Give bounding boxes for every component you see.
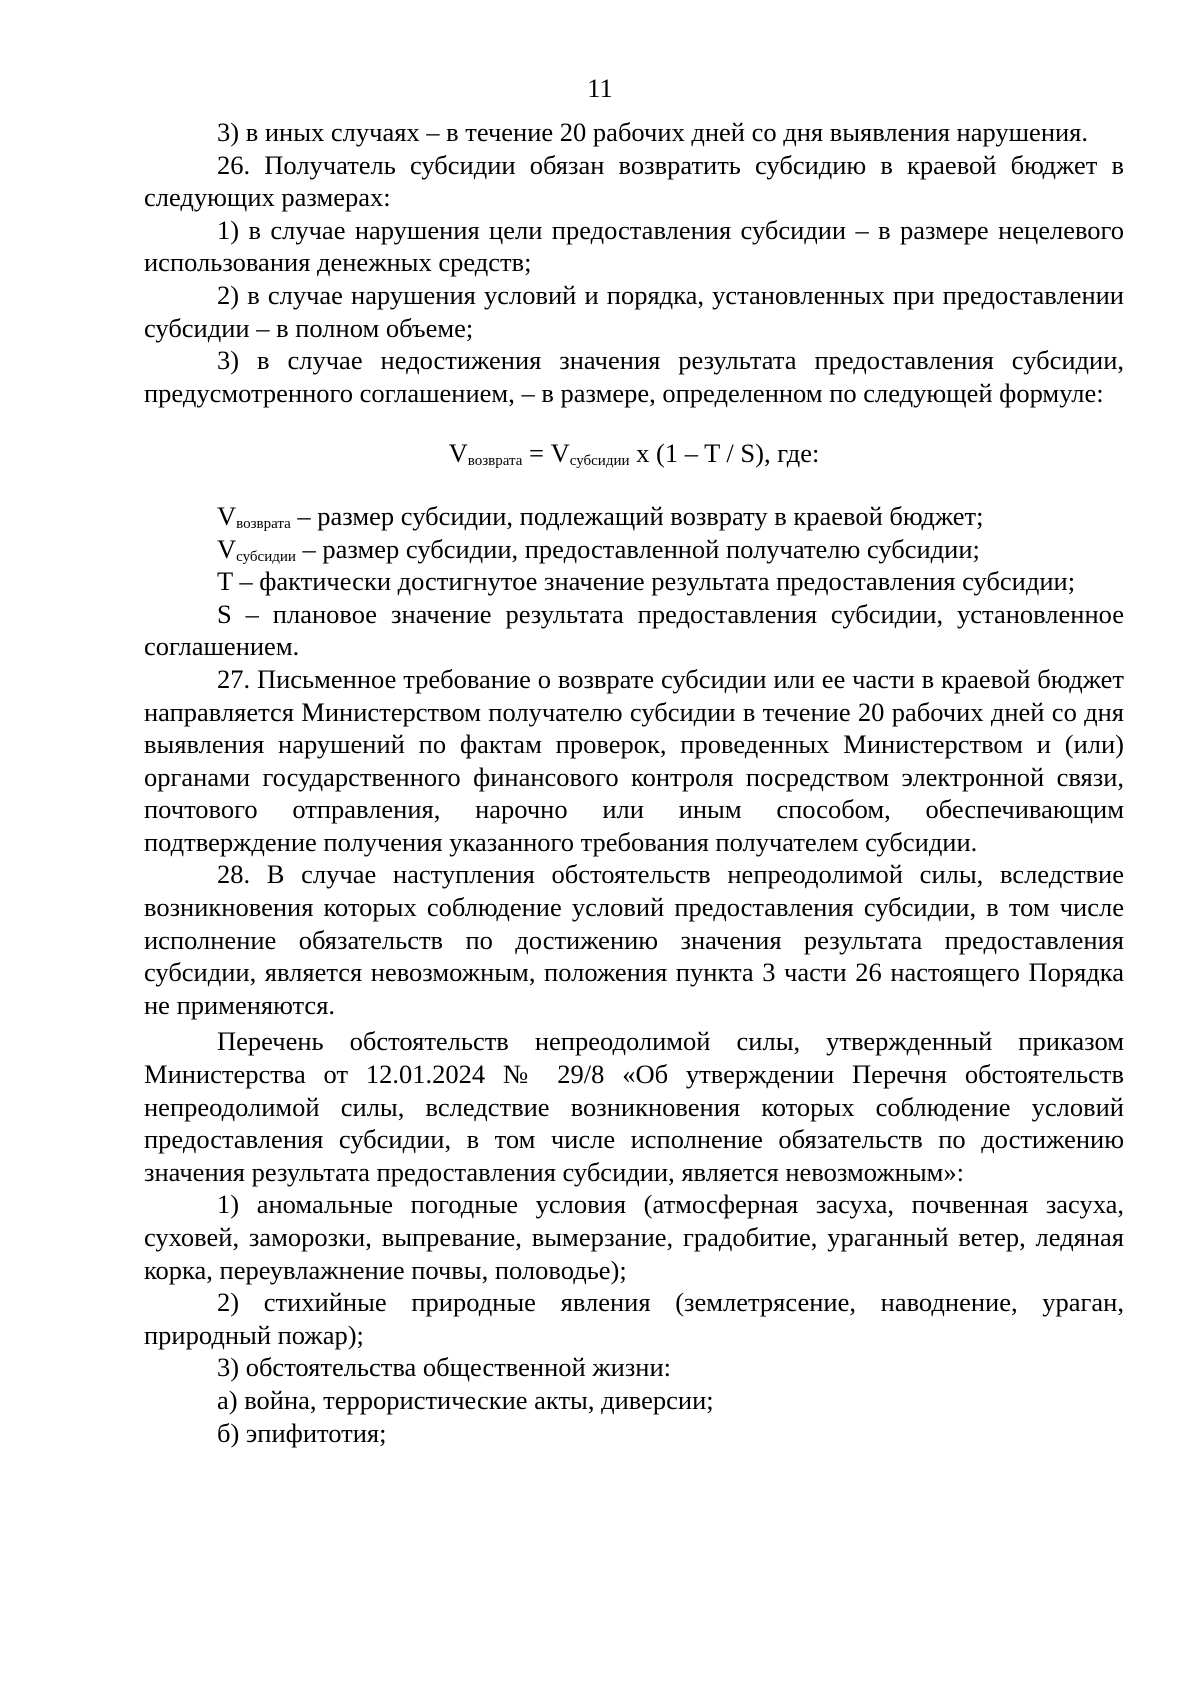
paragraph: 1) в случае нарушения цели предоставления субсидии – в размере нецелевого использования денежных средств; <box>144 214 1124 278</box>
formula-expression: x (1 – T / S), где: <box>636 438 820 469</box>
paragraph: Перечень обстоятельств непреодолимой силы, утвержденный приказом Министерства от 12.01.2024 № 29/8 «Об утверждении Перечня обстоятельств непреодолимой силы, вследствие возникновения которых соблюдение условий предоставления субсидии, в том числе исполнение обязательств по достижению значения результата предоставления субсидии, является невозможным»: <box>144 1026 1124 1187</box>
page-number: 11 <box>587 73 613 103</box>
formula-subscript-return: возврата <box>236 515 291 532</box>
formula-subscript-subsidy: субсидии <box>236 548 296 565</box>
document-body <box>144 116 1124 1449</box>
definition-v-subsidy <box>144 533 1124 566</box>
definition-t: T – фактически достигнутое значение результата предоставления субсидии; <box>217 566 1076 597</box>
formula-subscript-subsidy: субсидии <box>569 453 630 470</box>
paragraph: 2) в случае нарушения условий и порядка, установленных при предоставлении субсидии – в полном объеме; <box>144 279 1124 343</box>
definition-text: – размер субсидии, подлежащий возврату в краевой бюджет; <box>297 500 984 531</box>
list-item: 2) стихийные природные явления (землетрясение, наводнение, ураган, природный пожар); <box>144 1287 1124 1350</box>
formula-subscript-return: возврата <box>467 453 523 470</box>
definition-v-return <box>144 500 1124 533</box>
list-item: 3) обстоятельства общественной жизни: <box>217 1352 672 1383</box>
list-item: а) война, террористические акты, диверсии; <box>217 1384 714 1415</box>
paragraph: 26. Получатель субсидии обязан возвратить субсидию в краевой бюджет в следующих размерах: <box>144 149 1124 213</box>
formula-v-symbol: V <box>448 438 468 469</box>
list-item: б) эпифитотия; <box>217 1417 387 1448</box>
formula-equals: = <box>529 438 544 469</box>
paragraph: 28. В случае наступления обстоятельств непреодолимой силы, вследствие возникновения которых соблюдение условий предоставления субсидии, в том числе исполнение обязательств по достижению значения результата предоставления субсидии, является невозможным, положения пункта 3 части 26 настоящего Порядка не применяются. <box>144 859 1124 1020</box>
formula-v-symbol: V <box>217 533 237 564</box>
paragraph: 27. Письменное требование о возврате субсидии или ее части в краевой бюджет направляется Министерством получателю субсидии в течение 20 рабочих дней со дня выявления нарушений по фактам проверок, проведенных Министерством и (или) органами государственного финансового контроля посредством электронной связи, почтового отправления, нарочно или иным способом, обеспечивающим подтверждение получения указанного требования получателем субсидии. <box>144 663 1124 857</box>
formula-v-symbol: V <box>550 438 570 469</box>
formula-v-symbol: V <box>217 500 237 531</box>
definition-s: S – плановое значение результата предоставления субсидии, установленное соглашением. <box>144 598 1124 662</box>
definition-text: – размер субсидии, предоставленной получателю субсидии; <box>302 533 980 564</box>
formula <box>144 437 1124 470</box>
paragraph: 3) в случае недостижения значения результата предоставления субсидии, предусмотренного соглашением, – в размере, определенном по следующей формуле: <box>144 345 1124 408</box>
list-item: 1) аномальные погодные условия (атмосферная засуха, почвенная засуха, суховей, заморозки, выпревание, вымерзание, градобитие, ураганный ветер, ледяная корка, переувлажнение почвы, половодье); <box>144 1189 1124 1285</box>
paragraph: 3) в иных случаях – в течение 20 рабочих дней со дня выявления нарушения. <box>217 117 1088 147</box>
